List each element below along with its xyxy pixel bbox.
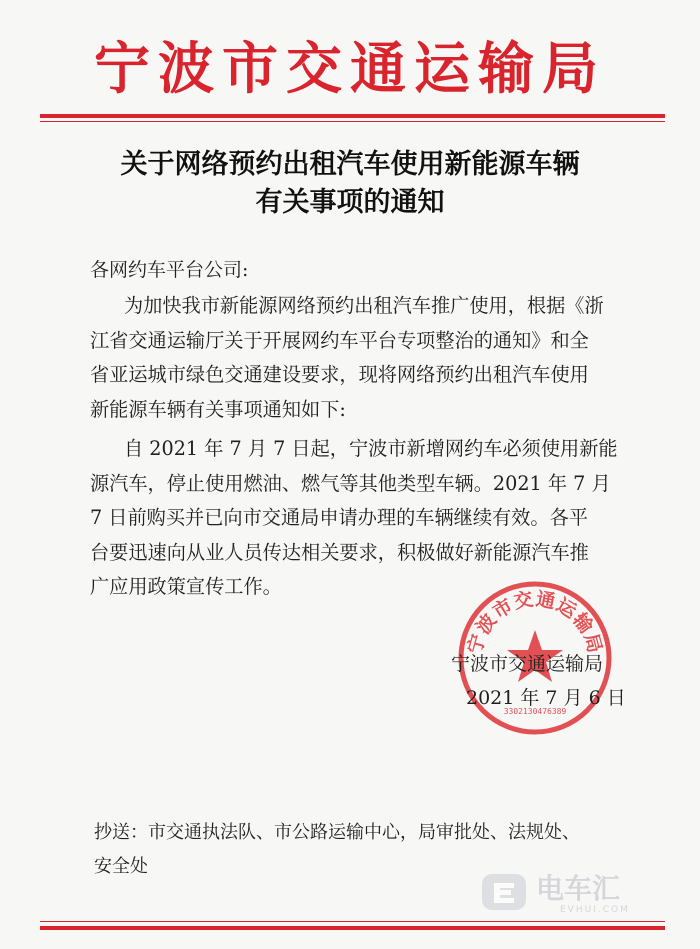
paragraph-line: 省亚运城市绿色交通建设要求，现将网络预约出租汽车使用 [90, 363, 589, 386]
paragraph-line: 7 日前购买并已向市交通局申请办理的车辆继续有效。各平 [90, 506, 588, 529]
watermark-domain: EVHUI.COM [560, 905, 630, 915]
paragraph-line: 为加快我市新能源网络预约出租汽车推广使用，根据《浙 [124, 294, 604, 317]
cc-line-2: 安全处 [94, 856, 148, 877]
letterhead-rule-thick [40, 114, 665, 118]
seal-arc-text: 宁波市交通运输局 [463, 588, 607, 657]
evhui-watermark-logo [480, 868, 680, 916]
document-title [0, 146, 700, 222]
paragraph-line: 江省交通运输厅关于开展网约车平台专项整治的通知》和全 [90, 328, 589, 352]
footer-rule-thin [40, 921, 665, 922]
paragraph-line: 广应用政策宣传工作。 [90, 575, 282, 598]
paragraph-line: 源汽车，停止使用燃油、燃气等其他类型车辆。2021 年 7 月 [90, 471, 611, 495]
cc-line-1: 抄送：市交通执法队、市公路运输中心，局审批处、法规处、 [94, 822, 580, 843]
paragraph-line: 台要迅速向从业人员传达相关要求，积极做好新能源汽车推 [90, 540, 589, 564]
seal-number: 3302130476389 [503, 707, 567, 716]
letterhead-rule-thin [40, 121, 665, 122]
paragraph-line: 新能源车辆有关事项通知如下: [90, 397, 346, 421]
signature-date: 2021 年 7 月 6 日 [466, 687, 626, 709]
paragraph-1 [90, 289, 610, 427]
salutation: 各网约车平台公司: [90, 259, 249, 281]
footer-rule-thick [40, 926, 665, 930]
paragraph-line: 自 2021 年 7 月 7 日起，宁波市新增网约车必须使用新能 [124, 437, 618, 460]
document-title-line-1: 关于网络预约出租汽车使用新能源车辆 [120, 149, 580, 180]
watermark-brand: 电车汇 [536, 872, 621, 905]
letterhead-title: 宁波市交通运输局 [94, 37, 606, 102]
signature-org: 宁波市交通运输局 [451, 653, 604, 675]
document-title-line-2: 有关事项的通知 [255, 187, 445, 218]
